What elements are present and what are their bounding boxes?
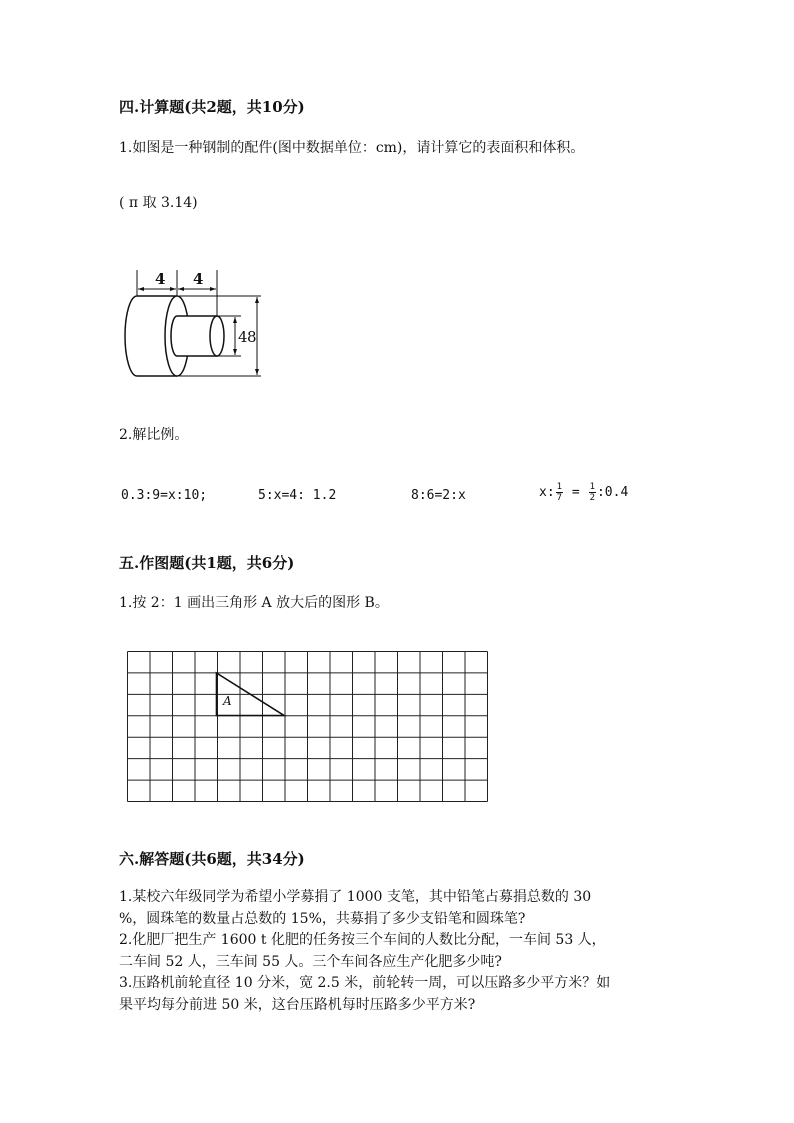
equation-4-suffix: :0.4 [596,485,629,500]
section6-line-1: 1.某校六年级同学为希望小学募捐了 1000 支笔，其中铅笔占募捐总数的 30 [119,889,592,905]
equation-3: 8:6=2:x [411,488,466,503]
fraction-1-denominator: 7 [556,493,563,503]
equation-2: 5:x=4: 1.2 [258,488,337,503]
dim-label-outer: 8 [247,328,257,346]
q1-pi-note: ( π 取 3.14) [119,195,198,211]
dim-label-inner: 4 [238,328,248,346]
q2-text: 2.解比例。 [119,427,189,443]
section6-line-2: %，圆珠笔的数量占总数的 15%，共募捐了多少支铅笔和圆珠笔? [119,910,526,927]
drawing-grid [126,650,490,804]
dim-label-1: 4 [155,270,166,288]
section4-heading: 四.计算题(共2题，共10分) [119,98,305,116]
section6-line-3: 2.化肥厂把生产 1600 t 化肥的任务按三个车间的人数比分配，一车间 53 人， [119,932,606,948]
equation-1: 0.3:9=x:10; [121,488,208,503]
equation-4-equals: = [564,485,588,500]
dim-label-2: 4 [193,270,204,288]
section6-line-6: 果平均每分前进 50 米，这台压路机每时压路多少平方米? [119,996,476,1013]
equation-4 [539,482,628,503]
section5-heading: 五.作图题(共1题，共6分) [119,554,295,572]
section6-line-4: 二车间 52 人，三车间 55 人。三个车间各应生产化肥多少吨? [119,953,502,970]
equation-4-prefix: x: [539,485,555,500]
fraction-1-numerator: 1 [556,482,563,492]
section6-line-5: 3.压路机前轮直径 10 分米，宽 2.5 米，前轮转一周，可以压路多少平方米？如 [119,975,611,991]
section5-q1-text: 1.按 2：1 画出三角形 A 放大后的图形 B。 [119,595,389,611]
fraction-1 [556,482,563,503]
q1-text: 1.如图是一种钢制的配件(图中数据单位：cm)，请计算它的表面积和体积。 [119,140,585,156]
fraction-2 [589,482,596,503]
section6-heading: 六.解答题(共6题，共34分) [119,850,305,868]
fraction-2-numerator: 1 [589,482,595,492]
triangle-a-label: A [223,694,232,708]
section6-body [119,887,610,1016]
fraction-2-denominator: 2 [589,493,595,503]
